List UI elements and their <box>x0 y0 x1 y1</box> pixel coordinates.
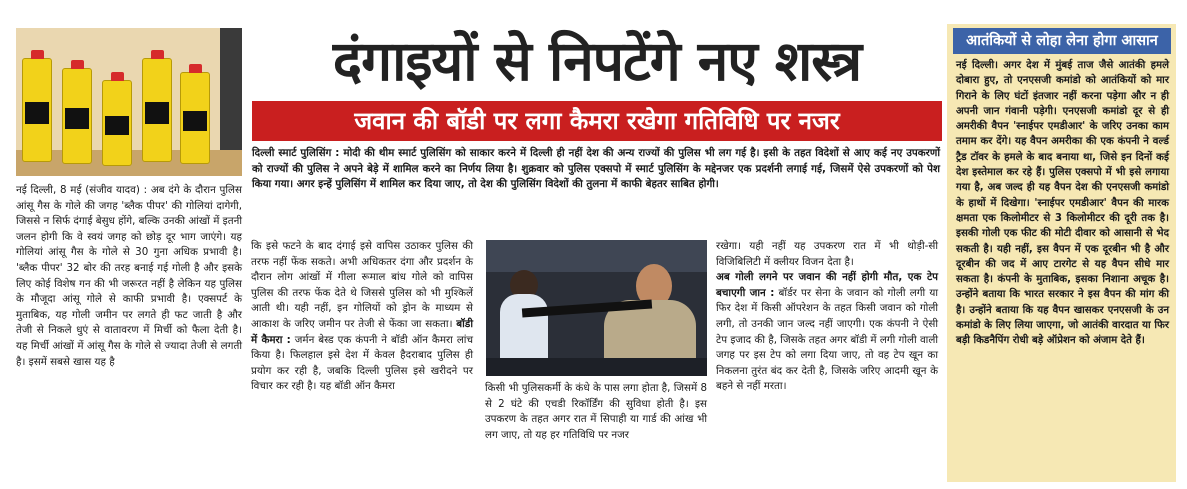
sidebar-title: आतंकियों से लोहा लेना होगा आसान <box>953 28 1171 54</box>
spray-can-icon <box>22 58 52 162</box>
spray-can-icon <box>102 80 132 166</box>
tape-subhead: अब गोली लगने पर जवान की नहीं होगी मौत, एक टेप बचाएगी जान : <box>716 271 938 299</box>
article-column-4 <box>716 239 938 395</box>
photo-desk <box>486 358 707 376</box>
column-2-text-b: जर्मन बेस्ड एक कंपनी ने बॉडी ऑन कैमरा लांच किया है। फिलहाल इसे देश में केवल हैदराबाद पुलिस ही प्रयोग कर रही है, जबकि दिल्ली पुलिस इसे खरीदने पर विचार कर रही है। यह बॉडी ऑन कैमरा <box>251 333 474 393</box>
subheadline-banner: जवान की बॉडी पर लगा कैमरा रखेगा गतिविधि पर नजर <box>252 101 942 141</box>
spray-can-icon <box>180 72 210 164</box>
intro-paragraph: दिल्ली स्मार्ट पुलिसिंग : मोदी की थीम स्मार्ट पुलिसिंग को साकार करने में दिल्ली ही नहीं देश की अन्य राज्यों की पुलिस भी लग गई है। इसी के तहत विदेशों से आए कई नए उपकरणों को राज्यों की पुलिस ने अपने बेड़े में शामिल करने का निर्णय लिया है। शुक्रवार को पुलिस एक्सपो में स्मार्ट पुलिसिंग के मद्देनजर एक प्रदर्शनी लगाई गई, जिसमें ऐसे उपकरणों को पेश किया गया। अगर इन्हें पुलिसिंग में शामिल कर दिया जाए, तो देश की पुलिसिंग विदेशों की तुलना में काफी बेहतर साबित होगी। <box>252 147 940 191</box>
column-4-text-b: बॉर्डर पर सेना के जवान को गोली लगी या फिर देश में किसी ऑपरेशन के तहत किसी जवान को गोली लगी, तो उनकी जान जल्द नहीं जाएगी। एक कंपनी ने ऐसी टेप इजाद की है, जिसके तहत अगर बॉडी में लगी गोली वाली जगह पर इस टेप को लगा दिया जाए, तो वह टेप खून का निकलना तुरंत बंद कर देती है, जिसके जरिए आदमी खून के बहने से नहीं मरता। <box>716 286 938 393</box>
spray-can-icon <box>142 58 172 162</box>
article-column-3: किसी भी पुलिसकर्मी के कंधे के पास लगा होता है, जिसमें 8 से 2 घंटे की एचडी रिकॉर्डिंग की सुविधा होती है। इस उपकरण के तहत अगर रात में सिपाही या गार्ड की आंख भी लग जाए, तो यह हर गतिविधि पर नजर <box>485 382 707 441</box>
article-column-1: नई दिल्ली, 8 मई (संजीव यादव) : अब दंगे के दौरान पुलिस आंसू गैस के गोले की जगह 'ब्लैक पीपर' की गोलियां दागेगी, जिससे न सिर्फ दंगाई बेसुध होंगे, बल्कि उनकी आंखों में इतनी जलन होगी कि वे स्वयं जगह को छोड़ दूर भाग जाएंगे। यह गोलियां आंसू गैस के गोले से 30 गुना अधिक प्रभावी है। 'ब्लैक पीपर' 32 बोर की तरह बनाई गई गोली है और इसके लिए कोई विशेष गन की भी जरूरत नहीं है लेकिन यह पुलिस के मौजूदा आंसू गोले से काफी प्रभावी है। एक्सपर्ट के मुताबिक, यह गोली जमीन पर लगते ही फट जाती है और तेजी से निकले धुएं से वातावरण में मिर्ची को फैला देती है। यह मिर्ची आंखों में आंसू गैस के गोले से ज्यादा तेजी से लगती है। इसमें सबसे खास यह है <box>16 184 242 368</box>
pepper-spray-photo <box>16 28 242 176</box>
body-camera-subhead: बॉडी में कैमरा : <box>251 317 473 346</box>
column-2-text: कि इसे फटने के बाद दंगाई इसे वापिस उठाकर पुलिस की तरफ नहीं फेंक सकते। अभी अधिकतर दंगा और प्रदर्शन के दौरान लोग आंखों में गीला रूमाल बांध गोले को वापिस पुलिस की तरफ फेंक देते थे जिससे पुलिस को भी मुश्किलें आती थी। यही नहीं, इन गोलियों को ड्रोन के माध्यम से आकाश के जरिए जमीन पर तेजी से फेंका जा सकता। <box>251 240 473 330</box>
photo-banner <box>486 240 707 272</box>
article-column-2 <box>251 239 473 395</box>
column-4-text-a: रखेगा। यही नहीं यह उपकरण रात में भी थोड़ी-सी विजिबिलिटी में क्लीयर विजन देता है। <box>716 240 938 268</box>
sidebar-body: नई दिल्ली। अगर देश में मुंबई ताज जैसे आतंकी हमले दोबारा हुए, तो एनएसजी कमांडो को आतंकियों को मार गिराने के लिए घंटों इंतजार नहीं करना पड़ेगा और न ही अपनी जान गंवानी पड़ेगी। एनएसजी कमांडो दूर से ही अमरीकी वैपन 'स्नाईपर एमडीआर' के जरिए उनका काम तमाम कर देंगे। यह वैपन अमरीका की एक कंपनी ने वर्ल्ड ट्रैड टॉवर के हमले के बाद बनाया था, जिसे इन दिनों कई देश इस्तेमाल कर रहे हैं। पुलिस एक्सपो में भी इसे लगाया गया है, अब जल्द ही यह वैपन देश की एनएसजी कमांडो के हाथों में दिखेगा। 'स्नाईपर एमडीआर' वैपन की मारक क्षमता एक किलोमीटर से 3 किलोमीटर की दूरी तक है। इसकी गोली एक फीट की मोटी दीवार को आसानी से भेद सकती है। यही नहीं, इस वैपन में एक दूरबीन भी है और दूरबीन की जद में आए टारगेट से यह वैपन सीधे मार सकता है। कंपनी के मुताबिक, इसका निशाना अचूक है। उन्होंने बताया कि भारत सरकार ने इस वैपन की मांग की है। उन्होंने बताया कि यह वैपन खासकर एनएसजी के उन कमांडो के लिए लिया जाएगा, जो आतंकी वारदात या फिर बड़ी किडनैपिंग रोधी बड़े ऑप्रेशन को अंजाम देते हैं। <box>956 60 1169 347</box>
spray-can-icon <box>62 68 92 164</box>
weapon-expo-photo <box>486 240 707 376</box>
headline: दंगाइयों से निपटेंगे नए शस्त्र <box>332 29 862 93</box>
